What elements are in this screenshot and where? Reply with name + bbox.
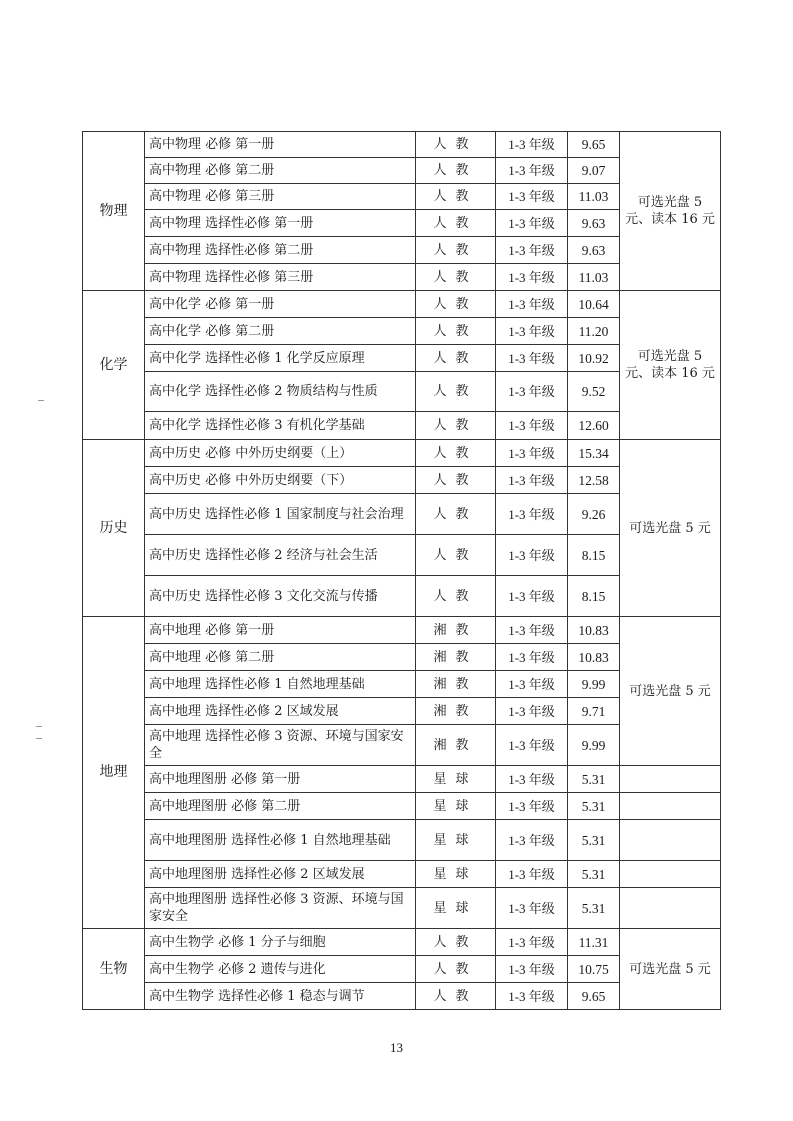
grade-level: 1-3 年级 [496,132,568,158]
book-title: 高中地理 必修 第二册 [145,644,416,671]
book-title: 高中生物学 必修 1 分子与细胞 [145,929,416,956]
grade-level: 1-3 年级 [496,372,568,412]
book-title: 高中地理 必修 第一册 [145,617,416,644]
table-row [83,861,721,888]
grade-level: 1-3 年级 [496,820,568,861]
optional-materials-note: 可选光盘 5 元、读本 16 元 [620,291,721,440]
price: 10.92 [568,345,620,372]
publisher: 人教 [416,494,496,535]
publisher: 人教 [416,440,496,467]
price: 5.31 [568,888,620,929]
grade-level: 1-3 年级 [496,929,568,956]
publisher: 人教 [416,372,496,412]
book-title: 高中化学 必修 第二册 [145,318,416,345]
price: 12.60 [568,412,620,440]
price: 9.26 [568,494,620,535]
subject-cell: 地理 [83,617,145,929]
grade-level: 1-3 年级 [496,766,568,793]
grade-level: 1-3 年级 [496,291,568,318]
price: 8.15 [568,576,620,617]
grade-level: 1-3 年级 [496,535,568,576]
table-row [83,440,721,467]
publisher: 人教 [416,983,496,1010]
price: 10.83 [568,617,620,644]
grade-level: 1-3 年级 [496,956,568,983]
book-title: 高中地理 选择性必修 2 区域发展 [145,698,416,725]
table-row [83,888,721,929]
grade-level: 1-3 年级 [496,318,568,345]
price: 9.63 [568,237,620,264]
publisher: 人教 [416,158,496,184]
publisher: 人教 [416,467,496,494]
publisher: 湘教 [416,725,496,766]
price: 11.03 [568,264,620,291]
book-title: 高中物理 选择性必修 第一册 [145,210,416,237]
book-title: 高中物理 必修 第一册 [145,132,416,158]
publisher: 星球 [416,861,496,888]
book-title: 高中物理 选择性必修 第二册 [145,237,416,264]
table-row [83,766,721,793]
book-title: 高中物理 必修 第二册 [145,158,416,184]
grade-level: 1-3 年级 [496,264,568,291]
price: 10.83 [568,644,620,671]
publisher: 人教 [416,237,496,264]
publisher: 星球 [416,888,496,929]
price: 5.31 [568,820,620,861]
publisher: 人教 [416,535,496,576]
subject-cell: 历史 [83,440,145,617]
publisher: 人教 [416,956,496,983]
empty-cell [620,793,721,820]
price: 9.99 [568,671,620,698]
book-title: 高中地理 选择性必修 3 资源、环境与国家安全 [145,725,416,766]
price: 15.34 [568,440,620,467]
table-row [83,929,721,956]
scan-mark [36,738,42,739]
empty-cell [620,766,721,793]
grade-level: 1-3 年级 [496,888,568,929]
grade-level: 1-3 年级 [496,345,568,372]
grade-level: 1-3 年级 [496,793,568,820]
grade-level: 1-3 年级 [496,983,568,1010]
book-title: 高中历史 选择性必修 3 文化交流与传播 [145,576,416,617]
grade-level: 1-3 年级 [496,184,568,210]
grade-level: 1-3 年级 [496,440,568,467]
publisher: 星球 [416,820,496,861]
price: 9.65 [568,983,620,1010]
book-title: 高中化学 必修 第一册 [145,291,416,318]
grade-level: 1-3 年级 [496,617,568,644]
book-title: 高中历史 必修 中外历史纲要（下） [145,467,416,494]
publisher: 人教 [416,264,496,291]
empty-cell [620,888,721,929]
scan-mark [38,400,44,401]
price: 11.20 [568,318,620,345]
book-title: 高中地理图册 选择性必修 2 区域发展 [145,861,416,888]
price: 5.31 [568,861,620,888]
book-title: 高中化学 选择性必修 2 物质结构与性质 [145,372,416,412]
optional-materials-note: 可选光盘 5 元 [620,440,721,617]
publisher: 人教 [416,576,496,617]
book-title: 高中物理 选择性必修 第三册 [145,264,416,291]
publisher: 湘教 [416,644,496,671]
price: 11.03 [568,184,620,210]
publisher: 人教 [416,210,496,237]
price: 5.31 [568,793,620,820]
publisher: 湘教 [416,671,496,698]
grade-level: 1-3 年级 [496,210,568,237]
book-title: 高中地理图册 选择性必修 3 资源、环境与国家安全 [145,888,416,929]
book-title: 高中历史 选择性必修 1 国家制度与社会治理 [145,494,416,535]
price: 12.58 [568,467,620,494]
grade-level: 1-3 年级 [496,725,568,766]
grade-level: 1-3 年级 [496,576,568,617]
book-title: 高中生物学 必修 2 遗传与进化 [145,956,416,983]
empty-cell [620,861,721,888]
publisher: 人教 [416,184,496,210]
price: 9.65 [568,132,620,158]
price: 11.31 [568,929,620,956]
book-title: 高中物理 必修 第三册 [145,184,416,210]
subject-cell: 化学 [83,291,145,440]
publisher: 人教 [416,318,496,345]
book-title: 高中历史 选择性必修 2 经济与社会生活 [145,535,416,576]
grade-level: 1-3 年级 [496,412,568,440]
book-title: 高中地理图册 必修 第二册 [145,793,416,820]
grade-level: 1-3 年级 [496,644,568,671]
textbook-price-table [82,131,721,1010]
subject-cell: 生物 [83,929,145,1010]
subject-cell: 物理 [83,132,145,291]
optional-materials-note: 可选光盘 5 元 [620,617,721,766]
publisher: 湘教 [416,698,496,725]
publisher: 星球 [416,793,496,820]
grade-level: 1-3 年级 [496,698,568,725]
price: 9.07 [568,158,620,184]
table-row [83,617,721,644]
price: 9.52 [568,372,620,412]
scan-mark [36,726,42,727]
publisher: 湘教 [416,617,496,644]
price: 10.64 [568,291,620,318]
price: 10.75 [568,956,620,983]
page-number: 13 [390,1040,403,1055]
price: 9.63 [568,210,620,237]
price: 9.71 [568,698,620,725]
grade-level: 1-3 年级 [496,494,568,535]
publisher: 星球 [416,766,496,793]
optional-materials-note: 可选光盘 5 元 [620,929,721,1010]
book-title: 高中地理图册 选择性必修 1 自然地理基础 [145,820,416,861]
book-title: 高中地理图册 必修 第一册 [145,766,416,793]
publisher: 人教 [416,929,496,956]
grade-level: 1-3 年级 [496,671,568,698]
book-title: 高中地理 选择性必修 1 自然地理基础 [145,671,416,698]
book-title: 高中化学 选择性必修 3 有机化学基础 [145,412,416,440]
table-row [83,793,721,820]
table-row [83,820,721,861]
table-row [83,291,721,318]
price: 8.15 [568,535,620,576]
publisher: 人教 [416,345,496,372]
book-title: 高中生物学 选择性必修 1 稳态与调节 [145,983,416,1010]
book-title: 高中化学 选择性必修 1 化学反应原理 [145,345,416,372]
publisher: 人教 [416,291,496,318]
grade-level: 1-3 年级 [496,861,568,888]
price: 9.99 [568,725,620,766]
grade-level: 1-3 年级 [496,467,568,494]
book-title: 高中历史 必修 中外历史纲要（上） [145,440,416,467]
grade-level: 1-3 年级 [496,158,568,184]
optional-materials-note: 可选光盘 5 元、读本 16 元 [620,132,721,291]
empty-cell [620,820,721,861]
publisher: 人教 [416,132,496,158]
table-row [83,132,721,158]
price: 5.31 [568,766,620,793]
grade-level: 1-3 年级 [496,237,568,264]
publisher: 人教 [416,412,496,440]
